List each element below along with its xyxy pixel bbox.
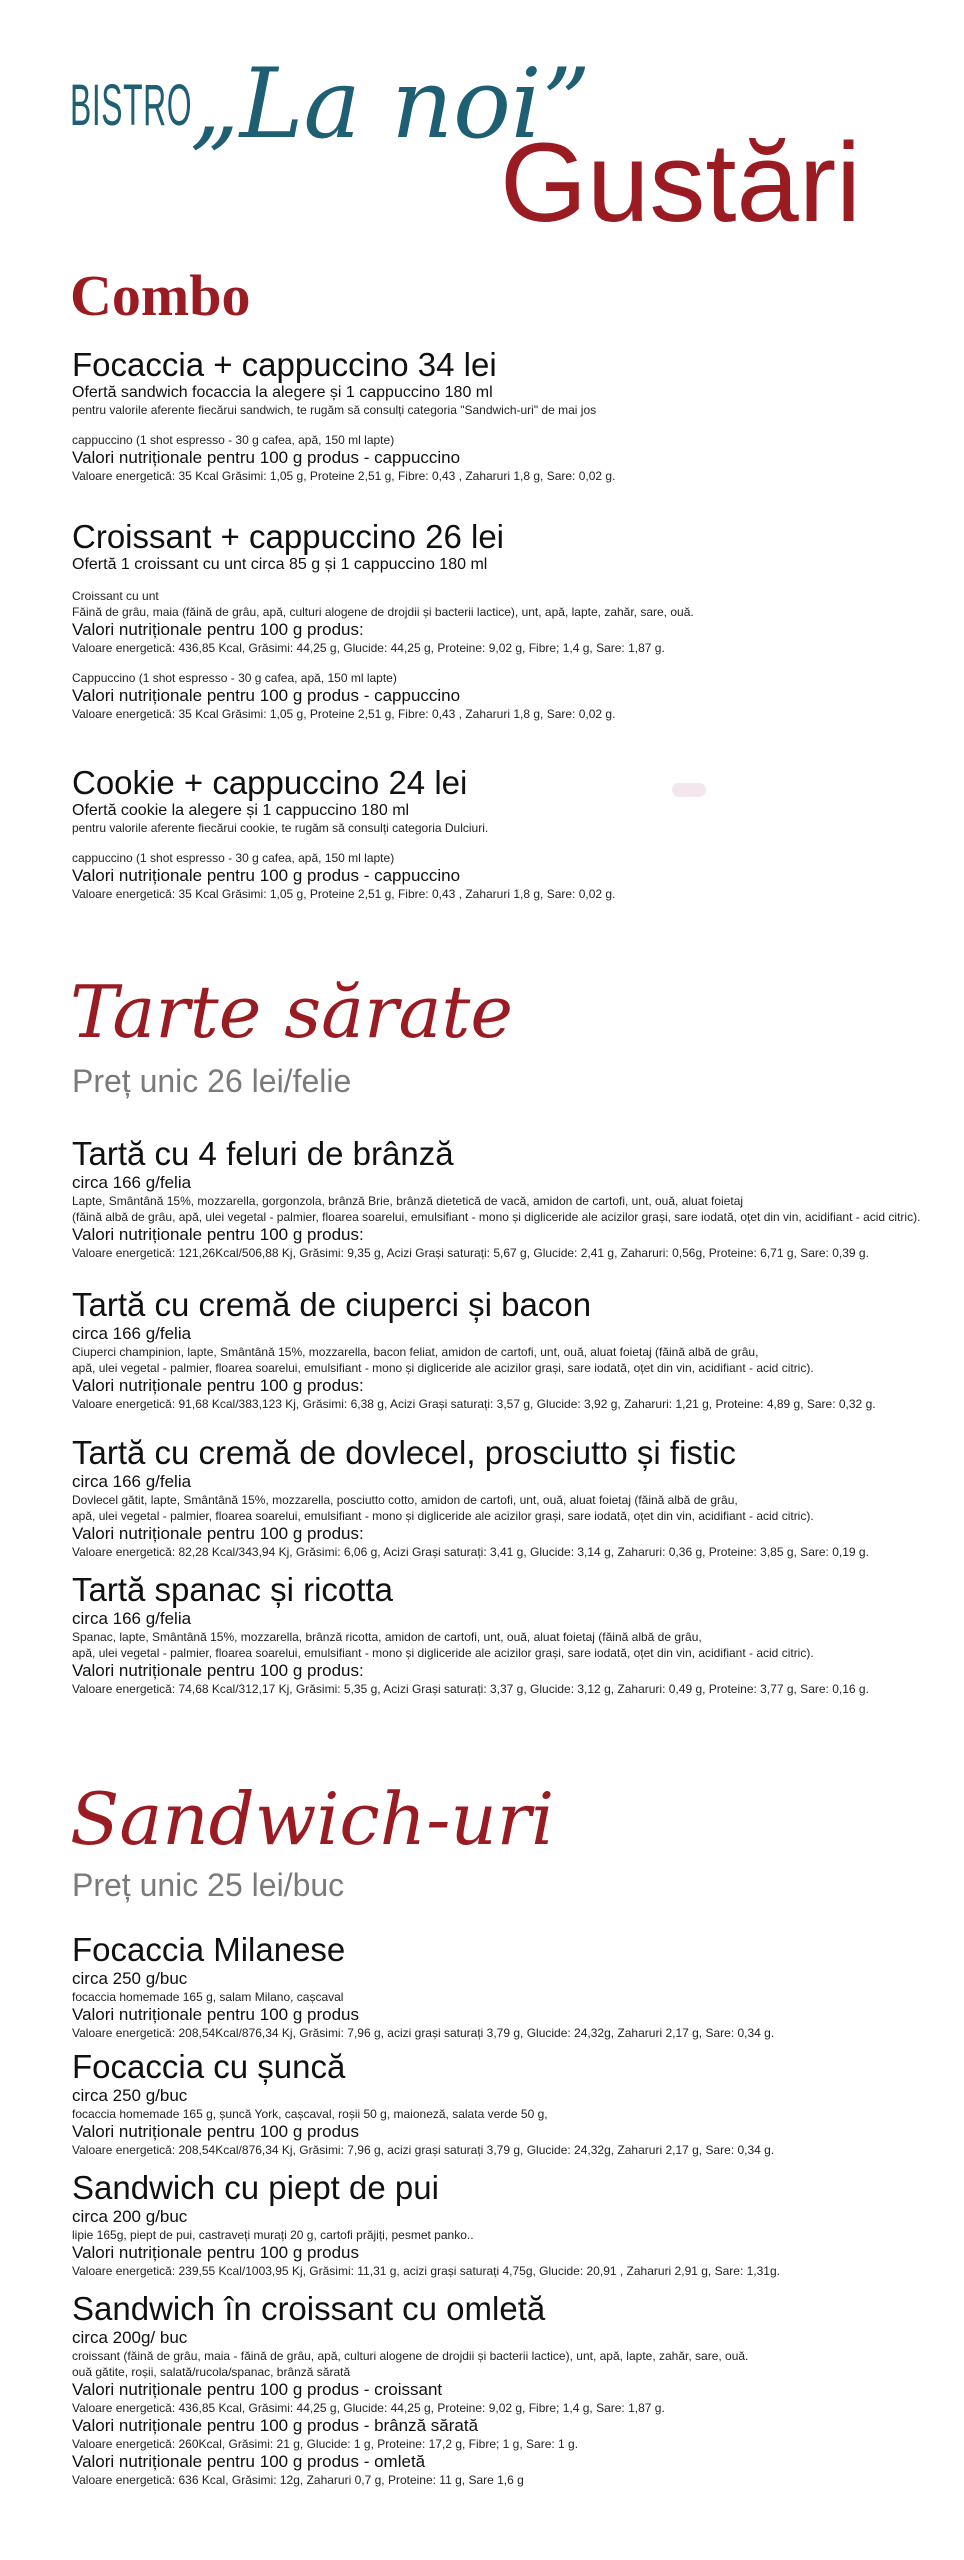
item-ingredients: focaccia homemade 165 g, salam Milano, cașcaval [72,1990,344,2004]
nutrition-values: Valoare energetică: 436,85 Kcal, Grăsimi: 44,25 g, Glucide: 44,25 g, Proteine: 9,02 g, Fibre; 1,4 g, Sare: 1,87 g. [72,2401,665,2415]
nutrition-values: Valoare energetică: 74,68 Kcal/312,17 Kj, Grăsimi: 5,35 g, Acizi Grași saturați: 3,37 g, Glucide: 3,12 g, Zaharuri: 0,49 g, Proteine: 3,77 g, Sare: 0,16 g. [72,1682,869,1696]
nutrition-values: Valoare energetică: 35 Kcal Grăsimi: 1,05 g, Proteine 2,51 g, Fibre: 0,43 , Zaharuri 1,8 g, Sare: 0,02 g. [72,469,616,483]
item-ingredients: Lapte, Smântână 15%, mozzarella, gorgonzola, brânză Brie, brânză dietetică de vacă, amidon de cartofi, unt, ouă, aluat foietaj (făină albă de grâu, apă, ulei vegetal - palmier, floarea soarelui, emulsifiant - mono și digliceride ale acizilor grași, sare iodată, oțet din vin, acidifiant - acid citric). [72,1194,921,1224]
nutrition-values: Valoare energetică: 208,54Kcal/876,34 Kj, Grăsimi: 7,96 g, acizi grași saturați 3,79 g, Glucide: 24,32g, Zaharuri 2,17 g, Sare: 0,34 g. [72,2143,775,2157]
item-name: Cookie + cappuccino 24 lei [72,764,468,801]
section-title-sandwich: Sandwich-uri [70,1777,555,1861]
item-ingredients: cappuccino (1 shot espresso - 30 g cafea, apă, 150 ml lapte) [72,433,395,447]
item-weight: circa 166 g/felia [72,1324,192,1343]
item-offer: Ofertă cookie la alegere și 1 cappuccino 180 ml [72,802,410,819]
item-name: Sandwich cu piept de pui [72,2169,439,2206]
section-subtitle-tarte: Preț unic 26 lei/felie [72,1063,352,1099]
item-offer-note: pentru valorile aferente fiecărui sandwich, te rugăm să consulți categoria "Sandwich-uri" de mai jos [72,403,597,417]
nutrition-title: Valori nutriționale pentru 100 g produs - brânză sărată [72,2416,479,2435]
nutrition-title: Valori nutriționale pentru 100 g produs: [72,1376,364,1395]
tarte-item [72,1434,952,1560]
nutrition-title: Valori nutriționale pentru 100 g produs [72,2243,359,2262]
page-title: Gustări [500,120,861,245]
item-name: Tartă cu cremă de dovlecel, prosciutto și fistic [72,1434,736,1471]
item-weight: circa 166 g/felia [72,1609,192,1628]
nutrition-values: Valoare energetică: 260Kcal, Grăsimi: 21 g, Glucide: 1 g, Proteine: 17,2 g, Fibre; 1 g, Sare: 1 g. [72,2437,579,2451]
item-ingredients: focaccia homemade 165 g, șuncă York, cașcaval, roșii 50 g, maioneză, salata verde 50 g, [72,2107,548,2121]
nutrition-title: Valori nutriționale pentru 100 g produs: [72,1225,364,1244]
item-ingredients: Croissant cu unt Făină de grâu, maia (făină de grâu, apă, culturi alogene de drojdii și bacterii lactice), unt, apă, lapte, zahăr, sare, ouă. [72,589,694,619]
item-weight: circa 200 g/buc [72,2207,188,2226]
item-ingredients: Dovlecel gătit, lapte, Smântână 15%, mozzarella, posciutto cotto, amidon de cartofi, unt, ouă, aluat foietaj (făină albă de grâu, apă, ulei vegetal - palmier, floarea soarelui, emulsifiant - mono și digliceride ale acizilor grași, sare iodată, oțet din vin, acidifiant - acid citric). [72,1493,814,1523]
sandwich-item [72,2169,952,2279]
item-ingredients: cappuccino (1 shot espresso - 30 g cafea, apă, 150 ml lapte) [72,851,395,865]
tarte-item [72,1286,952,1412]
item-ingredients: lipie 165g, piept de pui, castraveți murați 20 g, cartofi prăjiți, pesmet panko.. [72,2228,474,2242]
item-ingredients: croissant (făină de grâu, maia - făină de grâu, apă, culturi alogene de drojdii și bacterii lactice), unt, apă, lapte, zahăr, sare, ouă. ouă gătite, roșii, salată/rucola/spanac, brânză sărată [72,2349,749,2379]
section-title-tarte: Tarte sărate [70,970,513,1054]
nutrition-values: Valoare energetică: 636 Kcal, Grăsimi: 12g, Zaharuri 0,7 g, Proteine: 11 g, Sare 1,6 g [72,2473,524,2487]
sandwich-item [72,2290,952,2488]
section-subtitle-sandwich: Preț unic 25 lei/buc [72,1867,345,1903]
nutrition-values: Valoare energetică: 208,54Kcal/876,34 Kj, Grăsimi: 7,96 g, acizi grași saturați 3,79 g, Glucide: 24,32g, Zaharuri 2,17 g, Sare: 0,34 g. [72,2026,775,2040]
item-weight: circa 166 g/felia [72,1173,192,1192]
combo-item [72,764,952,902]
nutrition-values: Valoare energetică: 436,85 Kcal, Grăsimi: 44,25 g, Glucide: 44,25 g, Proteine: 9,02 g, Fibre; 1,4 g, Sare: 1,87 g. [72,641,665,655]
nutrition-values: Valoare energetică: 35 Kcal Grăsimi: 1,05 g, Proteine 2,51 g, Fibre: 0,43 , Zaharuri 1,8 g, Sare: 0,02 g. [72,707,616,721]
item-offer: Ofertă 1 croissant cu unt circa 85 g și 1 cappuccino 180 ml [72,556,488,573]
item-weight: circa 166 g/felia [72,1472,192,1491]
nutrition-values: Valoare energetică: 121,26Kcal/506,88 Kj, Grăsimi: 9,35 g, Acizi Grași saturați: 5,67 g, Glucide: 2,41 g, Zaharuri: 0,56g, Proteine: 6,71 g, Sare: 0,39 g. [72,1246,869,1260]
nutrition-title: Valori nutriționale pentru 100 g produs - croissant [72,2380,443,2399]
tarte-item [72,1135,952,1261]
nutrition-title: Valori nutriționale pentru 100 g produs - omletă [72,2452,426,2471]
item-weight: circa 200g/ buc [72,2328,188,2347]
item-ingredients: Ciuperci champinion, lapte, Smântână 15%, mozzarella, bacon feliat, amidon de cartofi, unt, ouă, aluat foietaj (făină albă de grâu, apă, ulei vegetal - palmier, floarea soarelui, emulsifiant - mono și digliceride ale acizilor grași, sare iodată, oțet din vin, acidifiant - acid citric). [72,1345,814,1375]
item-offer: Ofertă sandwich focaccia la alegere și 1 cappuccino 180 ml [72,384,493,401]
nutrition-values: Valoare energetică: 239,55 Kcal/1003,95 Kj, Grăsimi: 11,31 g, acizi grași saturați 4,75g, Glucide: 20,91 , Zaharuri 2,91 g, Sare: 1,31g. [72,2264,780,2278]
item-ingredients: Spanac, lapte, Smântână 15%, mozzarella, brânză ricotta, amidon de cartofi, unt, ouă, aluat foietaj (făină albă de grâu, apă, ulei vegetal - palmier, floarea soarelui, emulsifiant - mono și digliceride ale acizilor grași, sare iodată, oțet din vin, acidifiant - acid citric). [72,1630,814,1660]
item-offer-note: pentru valorile aferente fiecărui cookie, te rugăm să consulți categoria Dulciuri. [72,821,489,835]
section-title-combo: Combo [70,263,251,328]
nutrition-title: Valori nutriționale pentru 100 g produs: [72,620,364,639]
nutrition-title: Valori nutriționale pentru 100 g produs [72,2122,359,2141]
nutrition-title: Valori nutriționale pentru 100 g produs - cappuccino [72,686,461,705]
nutrition-title: Valori nutriționale pentru 100 g produs - cappuccino [72,448,461,467]
nutrition-title: Valori nutriționale pentru 100 g produs [72,2005,359,2024]
item-name: Sandwich în croissant cu omletă [72,2290,546,2327]
sandwich-item [72,2048,952,2158]
item-name: Tartă spanac și ricotta [72,1571,393,1608]
item-ingredients: Cappuccino (1 shot espresso - 30 g cafea, apă, 150 ml lapte) [72,671,397,685]
item-name: Tartă cu cremă de ciuperci și bacon [72,1286,592,1323]
nutrition-title: Valori nutriționale pentru 100 g produs: [72,1661,364,1680]
nutrition-values: Valoare energetică: 82,28 Kcal/343,94 Kj, Grăsimi: 6,06 g, Acizi Grași saturați: 3,41 g, Glucide: 3,14 g, Zaharuri: 0,36 g, Proteine: 3,85 g, Sare: 0,19 g. [72,1545,869,1559]
logo-name: „La noi” [190,48,591,160]
item-name: Croissant + cappuccino 26 lei [72,518,504,555]
item-name: Focaccia cu șuncă [72,2048,346,2085]
item-name: Focaccia Milanese [72,1931,346,1968]
tarte-item [72,1571,952,1697]
item-weight: circa 250 g/buc [72,2086,188,2105]
nutrition-values: Valoare energetică: 91,68 Kcal/383,123 Kj, Grăsimi: 6,38 g, Acizi Grași saturați: 3,57 g, Glucide: 3,92 g, Zaharuri: 1,21 g, Proteine: 4,89 g, Sare: 0,32 g. [72,1397,876,1411]
item-name: Tartă cu 4 feluri de brânză [72,1135,454,1172]
combo-item [72,346,952,484]
nutrition-title: Valori nutriționale pentru 100 g produs - cappuccino [72,866,461,885]
nutrition-values: Valoare energetică: 35 Kcal Grăsimi: 1,05 g, Proteine 2,51 g, Fibre: 0,43 , Zaharuri 1,8 g, Sare: 0,02 g. [72,887,616,901]
combo-item [72,518,952,722]
sandwich-item [72,1931,952,2041]
item-weight: circa 250 g/buc [72,1969,188,1988]
nutrition-title: Valori nutriționale pentru 100 g produs: [72,1524,364,1543]
item-name: Focaccia + cappuccino 34 lei [72,346,497,383]
logo-bistro: BISTRO [70,73,193,138]
